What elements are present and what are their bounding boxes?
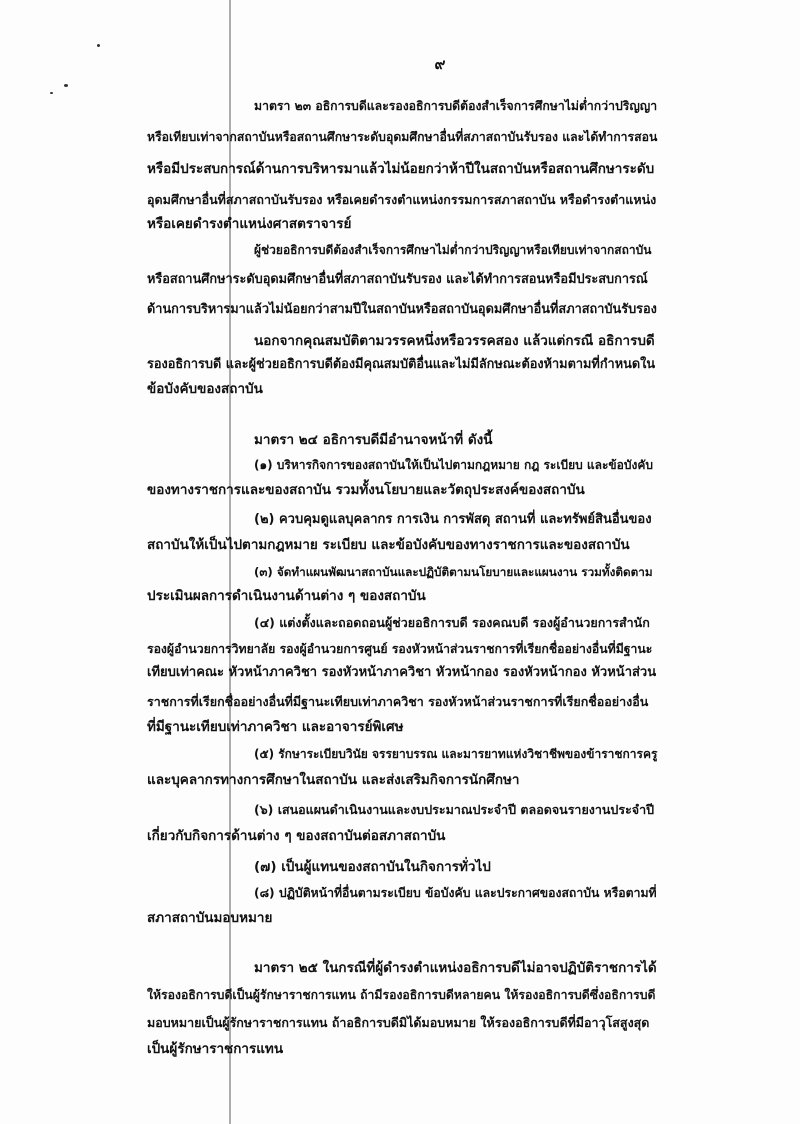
text-line: เกี่ยวกับกิจการด้านต่าง ๆ ของสถาบันต่อสภาสถาบัน — [147, 828, 446, 844]
text-line: สถาบันให้เป็นไปตามกฎหมาย ระเบียบ และข้อบังคับของทางราชการและของสถาบัน — [147, 537, 630, 553]
text-line: มอบหมายเป็นผู้รักษาราชการแทน ถ้าอธิการบดีมิได้มอบหมาย ให้รองอธิการบดีที่มีอาวุโสสูงสุด — [147, 1015, 650, 1030]
text-line: หรือเทียบเท่าจากสถาบันหรือสถานศึกษาระดับอุดมศึกษาอื่นที่สภาสถาบันรับรอง และได้ทำการสอน — [147, 130, 658, 144]
text-line: หรือสถานศึกษาระดับอุดมศึกษาอื่นที่สภาสถาบันรับรอง และได้ทำการสอนหรือมีประสบการณ์ — [147, 272, 648, 287]
text-line: ประเมินผลการดำเนินงานด้านต่าง ๆ ของสถาบัน — [147, 588, 426, 604]
text-line: เป็นผู้รักษาราชการแทน — [147, 1041, 284, 1057]
text-line: นอกจากคุณสมบัติตามวรรคหนึ่งหรือวรรคสอง แล้วแต่กรณี อธิการบดี — [254, 333, 655, 349]
text-line: ของทางราชการและของสถาบัน รวมทั้งนโยบายและวัตถุประสงค์ของสถาบัน — [147, 482, 585, 498]
text-line: และบุคลากรทางการศึกษาในสถาบัน และส่งเสริมกิจการนักศึกษา — [147, 772, 520, 788]
text-line: อุดมศึกษาอื่นที่สภาสถาบันรับรอง หรือเคยดำรงตำแหน่งกรรมการสภาสถาบัน หรือดำรงตำแหน่ง — [147, 192, 657, 207]
scan-speck — [97, 44, 100, 47]
text-line: สภาสถาบันมอบหมาย — [147, 910, 273, 926]
scan-speck — [50, 92, 53, 94]
text-line: (๕) รักษาระเบียบวินัย จรรยาบรรณ และมารยาทแห่งวิชาชีพของข้าราชการครู — [254, 747, 658, 761]
text-line: ด้านการบริหารมาแล้วไม่น้อยกว่าสามปีในสถาบันหรือสถาบันอุดมศึกษาอื่นที่สภาสถาบันรับรอง — [147, 302, 657, 317]
text-line: รองผู้อำนวยการวิทยาลัย รองผู้อำนวยการศูนย์ รองหัวหน้าส่วนราชการที่เรียกชื่ออย่างอื่นที่มีฐานะ — [147, 642, 653, 656]
text-line: หรือมีประสบการณ์ด้านการบริหารมาแล้วไม่น้อยกว่าห้าปีในสถาบันหรือสถานศึกษาระดับ — [147, 161, 655, 177]
text-line: มาตรา ๒๕ ในกรณีที่ผู้ดำรงตำแหน่งอธิการบดีไม่อาจปฏิบัติราชการได้ — [254, 960, 657, 976]
text-line: มาตรา ๒๔ อธิการบดีมีอำนาจหน้าที่ ดังนี้ — [254, 432, 493, 448]
text-line: ให้รองอธิการบดีเป็นผู้รักษาราชการแทน ถ้ามีรองอธิการบดีหลายคน ให้รองอธิการบดีซึ่งอธิการบดี — [147, 988, 656, 1002]
text-line: ที่มีฐานะเทียบเท่าภาควิชา และอาจารย์พิเศษ — [147, 719, 404, 735]
text-line: ข้อบังคับของสถาบัน — [147, 381, 263, 397]
text-line: (๖) เสนอแผนดำเนินงานและงบประมาณประจำปี ตลอดจนรายงานประจำปี — [254, 802, 655, 817]
text-line: รองอธิการบดี และผู้ช่วยอธิการบดีต้องมีคุณสมบัติอื่นและไม่มีลักษณะต้องห้ามตามที่กำหนดใน — [147, 357, 656, 372]
text-line: (๑) บริหารกิจการของสถาบันให้เป็นไปตามกฎหมาย กฎ ระเบียบ และข้อบังคับ — [254, 458, 653, 472]
scan-speck — [64, 84, 68, 87]
text-line: ผู้ช่วยอธิการบดีต้องสำเร็จการศึกษาไม่ต่ำกว่าปริญญาหรือเทียบเท่าจากสถาบัน — [254, 243, 652, 257]
text-line: หรือเคยดำรงตำแหน่งศาสตราจารย์ — [147, 216, 352, 232]
page-number: ๙ — [434, 55, 446, 73]
text-line: (๔) แต่งตั้งและถอดถอนผู้ช่วยอธิการบดี รองคณบดี รองผู้อำนวยการสำนัก — [254, 615, 650, 630]
text-line: (๗) เป็นผู้แทนของสถาบันในกิจการทั่วไป — [254, 859, 491, 875]
text-line: เทียบเท่าคณะ หัวหน้าภาควิชา รองหัวหน้าภาควิชา หัวหน้ากอง รองหัวหน้ากอง หัวหน้าส่วน — [147, 665, 657, 680]
text-line: ราชการที่เรียกชื่ออย่างอื่นที่มีฐานะเทียบเท่าภาควิชา รองหัวหน้าส่วนราชการที่เรียกชื่ออย่างอื่น — [147, 694, 649, 709]
text-line: (๘) ปฏิบัติหน้าที่อื่นตามระเบียบ ข้อบังคับ และประกาศของสถาบัน หรือตามที่ — [254, 886, 657, 900]
text-line: (๓) จัดทำแผนพัฒนาสถาบันและปฏิบัติตามนโยบายและแผนงาน รวมทั้งติดตาม — [254, 565, 653, 579]
text-line: (๒) ควบคุมดูแลบุคลากร การเงิน การพัสดุ สถานที่ และทรัพย์สินอื่นของ — [254, 512, 652, 527]
text-line: มาตรา ๒๓ อธิการบดีและรองอธิการบดีต้องสำเร็จการศึกษาไม่ต่ำกว่าปริญญา — [254, 99, 658, 113]
